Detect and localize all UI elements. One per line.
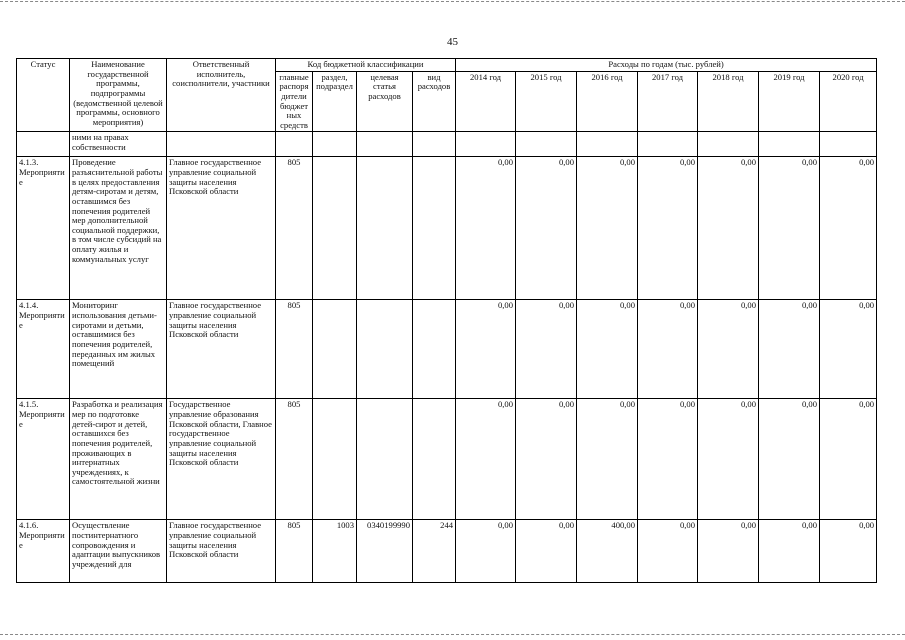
budget-table xyxy=(16,58,877,583)
row-target: 0340199990 xyxy=(357,520,413,583)
row-value: 0,00 xyxy=(638,399,698,520)
row-value: 0,00 xyxy=(516,399,577,520)
row-type xyxy=(413,399,456,520)
table-row xyxy=(17,300,877,399)
table-row xyxy=(17,520,877,583)
row-type: 244 xyxy=(413,520,456,583)
header-year: 2017 год xyxy=(638,71,698,132)
row-value: 0,00 xyxy=(516,300,577,399)
row-value: 0,00 xyxy=(577,300,638,399)
row-status: 4.1.6. Мероприятие xyxy=(17,520,70,583)
row-value: 0,00 xyxy=(516,157,577,300)
table-row xyxy=(17,157,877,300)
row-status: 4.1.5. Мероприятие xyxy=(17,399,70,520)
row-value: 0,00 xyxy=(638,157,698,300)
row-value: 0,00 xyxy=(820,399,877,520)
row-value: 0,00 xyxy=(820,157,877,300)
row-name: Проведение разъяснительной работы в целях предоставления детям-сиротам и детям, оставшимся без попечения родителей мер дополнительной социальной поддержки, в том числе субсидий на оплату жилья и коммунальных услуг xyxy=(70,157,167,300)
row-value: 0,00 xyxy=(698,157,759,300)
row-value: 0,00 xyxy=(456,157,516,300)
row-section xyxy=(313,399,357,520)
row-value: 0,00 xyxy=(820,300,877,399)
row-status: 4.1.4. Мероприятие xyxy=(17,300,70,399)
header-year: 2019 год xyxy=(759,71,820,132)
header-year: 2018 год xyxy=(698,71,759,132)
row-value: 0,00 xyxy=(698,520,759,583)
row-value: 0,00 xyxy=(456,300,516,399)
header-expenses: Расходы по годам (тыс. рублей) xyxy=(456,59,877,72)
row-status: 4.1.3. Мероприятие xyxy=(17,157,70,300)
row-value: 0,00 xyxy=(456,520,516,583)
row-name: Разработка и реализация мер по подготовке детей-сирот и детей, оставшихся без попечения родителей, проживающих в интернатных учреждениях, к самостоятельной жизни xyxy=(70,399,167,520)
row-grbs: 805 xyxy=(276,300,313,399)
row-responsible: Государственное управление образования Псковской области, Главное государственное управление социальной защиты населения Псковской области xyxy=(167,399,276,520)
header-target: целевая статья расходов xyxy=(357,71,413,132)
row-responsible: Главное государственное управление социальной защиты населения Псковской области xyxy=(167,300,276,399)
row-type xyxy=(413,157,456,300)
row-value: 0,00 xyxy=(638,300,698,399)
header-section: раздел, подраздел xyxy=(313,71,357,132)
row-target xyxy=(357,399,413,520)
row-value: 400,00 xyxy=(577,520,638,583)
row-value: 0,00 xyxy=(577,399,638,520)
row-responsible: Главное государственное управление социальной защиты населения Псковской области xyxy=(167,157,276,300)
continuation-row xyxy=(17,132,877,157)
row-section xyxy=(313,300,357,399)
row-target xyxy=(357,300,413,399)
header-year: 2016 год xyxy=(577,71,638,132)
page-number: 45 xyxy=(447,36,458,48)
row-target xyxy=(357,157,413,300)
row-value: 0,00 xyxy=(759,157,820,300)
row-type xyxy=(413,300,456,399)
row-grbs: 805 xyxy=(276,520,313,583)
row-value: 0,00 xyxy=(577,157,638,300)
scan-edge-top xyxy=(0,1,905,2)
row-grbs: 805 xyxy=(276,399,313,520)
header-year: 2020 год xyxy=(820,71,877,132)
header-budget-code: Код бюджетной классификации xyxy=(276,59,456,72)
row-value: 0,00 xyxy=(638,520,698,583)
row-value: 0,00 xyxy=(759,399,820,520)
row-section: 1003 xyxy=(313,520,357,583)
table-row xyxy=(17,399,877,520)
header-status: Статус xyxy=(17,59,70,132)
header-row-main xyxy=(17,59,877,72)
row-grbs: 805 xyxy=(276,157,313,300)
header-grbs: главные распоря дители бюджет ных средств xyxy=(276,71,313,132)
continuation-text: ними на правах собственности xyxy=(70,132,167,157)
header-type: вид расходов xyxy=(413,71,456,132)
scan-edge-bottom xyxy=(0,634,905,635)
row-name: Мониторинг использования детьми-сиротами и детьми, оставшимися без попечения родителей, переданных им жилых помещений xyxy=(70,300,167,399)
header-year: 2015 год xyxy=(516,71,577,132)
row-responsible: Главное государственное управление социальной защиты населения Псковской области xyxy=(167,520,276,583)
row-section xyxy=(313,157,357,300)
row-value: 0,00 xyxy=(820,520,877,583)
header-name: Наименование государственной программы, подпрограммы (ведомственной целевой программы, основного мероприятия) xyxy=(70,59,167,132)
header-responsible: Ответственный исполнитель, соисполнители, участники xyxy=(167,59,276,132)
header-year: 2014 год xyxy=(456,71,516,132)
row-value: 0,00 xyxy=(456,399,516,520)
row-value: 0,00 xyxy=(516,520,577,583)
row-value: 0,00 xyxy=(698,300,759,399)
row-name: Осуществление постинтернатного сопровождения и адаптации выпускников учреждений для xyxy=(70,520,167,583)
row-value: 0,00 xyxy=(759,520,820,583)
row-value: 0,00 xyxy=(759,300,820,399)
row-value: 0,00 xyxy=(698,399,759,520)
